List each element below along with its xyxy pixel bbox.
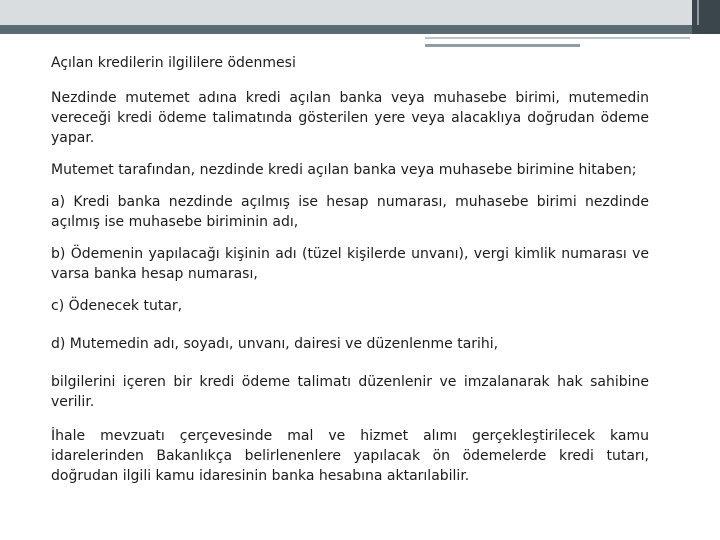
header-corner-line — [697, 0, 699, 25]
paragraph-tender-note: İhale mevzuatı çerçevesinde mal ve hizmet alımı gerçekleştirilecek kamu idarelerinden Bakanlıkça belirlenenlere yapılacak ön ödemelerde kredi tutarı, doğrudan ilgili kamu idaresinin banka hesabına aktarılabilir. — [51, 428, 649, 484]
list-item-c: c) Ödenecek tutar, — [51, 298, 183, 314]
slide-body — [51, 53, 649, 486]
list-item-a: a) Kredi banka nezdinde açılmış ise hesap numarası, muhasebe birimi nezdinde açılmış ise muhasebe biriminin adı, — [51, 194, 649, 230]
list-item-d: d) Mutemedin adı, soyadı, unvanı, dairesi ve düzenlenme tarihi, — [51, 336, 499, 352]
paragraph-instruction: bilgilerini içeren bir kredi ödeme talimatı düzenlenir ve imzalanarak hak sahibine verilir. — [51, 374, 649, 410]
paragraph-payment-rule: Nezdinde mutemet adına kredi açılan banka veya muhasebe birimi, mutemedin vereceği kredi ödeme talimatında gösterilen yere veya alacaklıya doğrudan ödeme yapar. — [51, 90, 649, 146]
list-item-b: b) Ödemenin yapılacağı kişinin adı (tüzel kişilerde unvanı), vergi kimlik numarası ve varsa banka hesap numarası, — [51, 246, 649, 282]
header-bar — [0, 25, 720, 34]
slide-title: Açılan kredilerin ilgililere ödenmesi — [51, 55, 296, 71]
decorative-line — [425, 44, 580, 47]
header-band — [0, 0, 720, 25]
paragraph-addressed-to: Mutemet tarafından, nezdinde kredi açılan banka veya muhasebe birimine hitaben; — [51, 162, 637, 178]
decorative-line — [425, 37, 690, 39]
